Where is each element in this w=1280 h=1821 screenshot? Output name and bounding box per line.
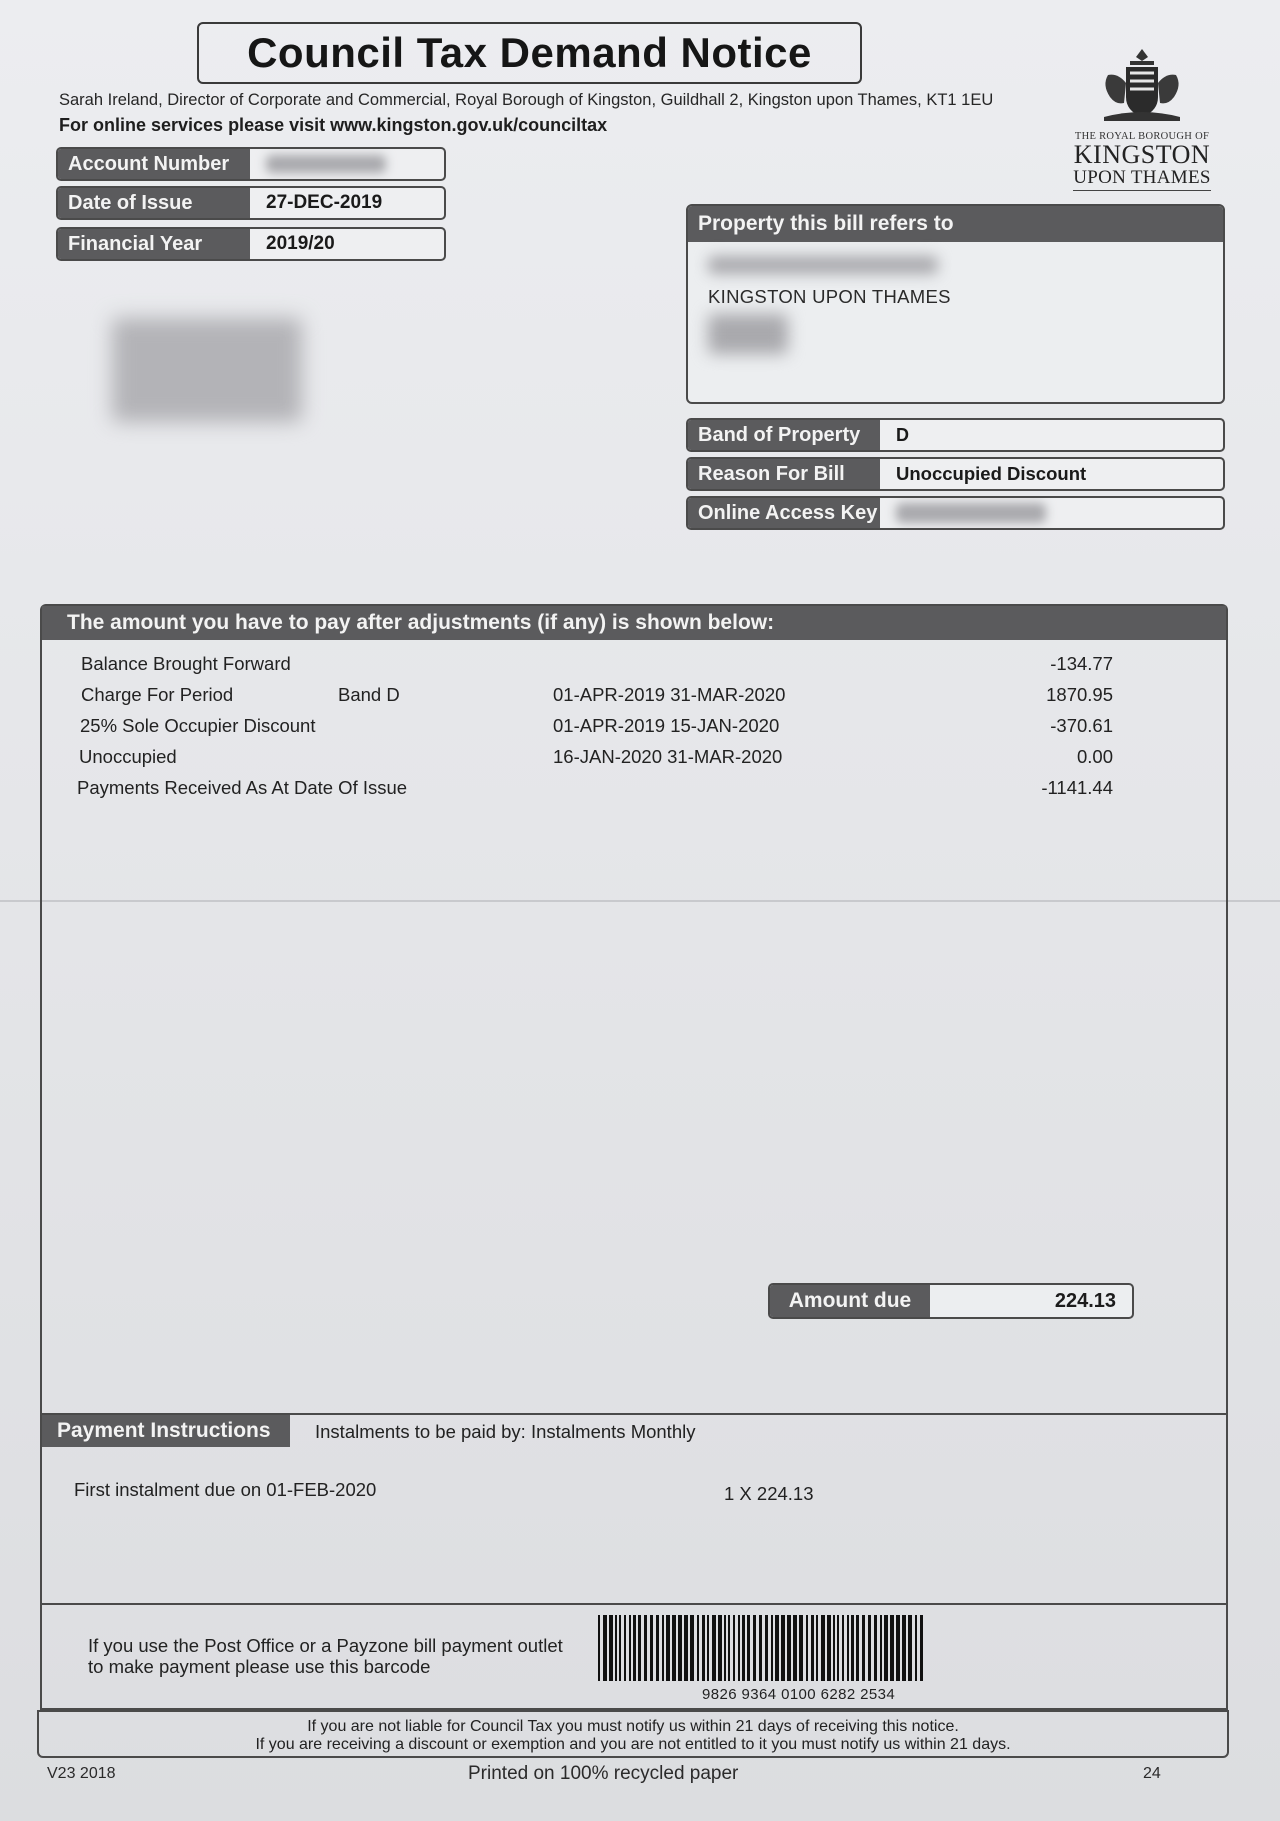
date-of-issue-value: 27-DEC-2019 [266,192,383,213]
barcode-section [40,1605,1228,1710]
financial-year-label: Financial Year [58,229,250,259]
logo-line-1: THE ROYAL BOROUGH OF [1074,131,1210,142]
payment-instructions-section [40,1413,1228,1605]
charge-row [42,746,1226,774]
online-access-key-field [686,496,1225,530]
reason-for-bill-value: Unoccupied Discount [896,463,1087,484]
financial-year-field [56,227,446,261]
charge-amount: 0.00 [1076,746,1113,767]
financial-year-value: 2019/20 [266,233,335,254]
charge-description: Charge For Period [81,684,234,705]
crest-icon [1096,45,1188,127]
charge-period: 16-JAN-2020 31-MAR-2020 [553,746,783,767]
account-number-value [250,149,444,179]
reason-for-bill-label: Reason For Bill [688,459,880,489]
online-access-key-label: Online Access Key [688,498,880,528]
charge-description: Balance Brought Forward [81,653,291,674]
instalment-frequency: Instalments to be paid by: Instalments Monthly [315,1421,696,1442]
charge-row [42,684,1226,712]
council-logo [1062,45,1222,195]
account-number-label: Account Number [58,149,250,179]
charge-period: 01-APR-2019 31-MAR-2020 [553,684,786,705]
instalment-amount: 1 X 224.13 [724,1483,814,1504]
band-of-property-label: Band of Property [688,420,880,450]
charge-row [42,777,1226,805]
charge-amount: 1870.95 [1046,684,1113,705]
charge-description: Unoccupied [79,746,177,767]
amount-due-value: 224.13 [1054,1289,1116,1312]
barcode-icon [598,1615,1010,1681]
property-town: KINGSTON UPON THAMES [708,286,951,307]
charges-header: The amount you have to pay after adjustments (if any) is shown below: [42,606,1226,640]
date-of-issue-field [56,186,446,220]
payment-instructions-header: Payment Instructions [42,1415,290,1447]
version-label: V23 2018 [47,1765,116,1782]
charge-row [42,653,1226,681]
redacted-recipient-address [112,318,302,422]
amount-due-box [768,1283,1134,1319]
charge-amount: -370.61 [1050,715,1113,736]
online-services-text: For online services please visit www.kingston.gov.uk/counciltax [59,115,608,135]
redacted-property-street [708,256,938,274]
date-of-issue-label: Date of Issue [58,188,250,218]
charge-description: Payments Received As At Date Of Issue [77,777,408,798]
redacted-property-county [708,314,788,354]
redacted-access-key [896,503,1046,523]
barcode-instructions: If you use the Post Office or a Payzone bill payment outlet to make payment please use this barcode [88,1635,563,1677]
logo-line-2: KINGSTON [1073,140,1211,169]
charge-description: 25% Sole Occupier Discount [80,715,316,736]
charge-band: Band D [338,684,400,705]
amount-due-label: Amount due [770,1285,930,1317]
reason-for-bill-field [686,457,1225,491]
charge-amount: -1141.44 [1041,777,1113,798]
issuer-address: Sarah Ireland, Director of Corporate and Commercial, Royal Borough of Kingston, Guildhall 2, Kingston upon Thames, KT1 1EU [59,91,994,109]
notice-line-1: If you are not liable for Council Tax you must notify us within 21 days of receiving this notice. [307,1718,959,1735]
band-of-property-field [686,418,1225,452]
property-box [686,204,1225,404]
first-instalment-date: First instalment due on 01-FEB-2020 [74,1479,377,1500]
charge-amount: -134.77 [1050,653,1113,674]
notice-line-2: If you are receiving a discount or exemption and you are not entitled to it you must notify us within 21 days. [255,1736,1011,1753]
recycled-paper-note: Printed on 100% recycled paper [468,1763,739,1784]
barcode-number: 9826 9364 0100 6282 2534 [702,1686,896,1703]
page-title: Council Tax Demand Notice [197,22,862,84]
property-header: Property this bill refers to [688,206,1223,242]
account-number-field [56,147,446,181]
page-number: 24 [1143,1765,1161,1782]
redacted-account-number [266,155,386,173]
band-of-property-value: D [896,424,909,445]
charge-period: 01-APR-2019 15-JAN-2020 [553,715,780,736]
logo-line-3: UPON THAMES [1073,168,1211,191]
online-access-key-value [880,498,1223,528]
charge-row [42,715,1226,743]
liability-notice [37,1710,1229,1758]
